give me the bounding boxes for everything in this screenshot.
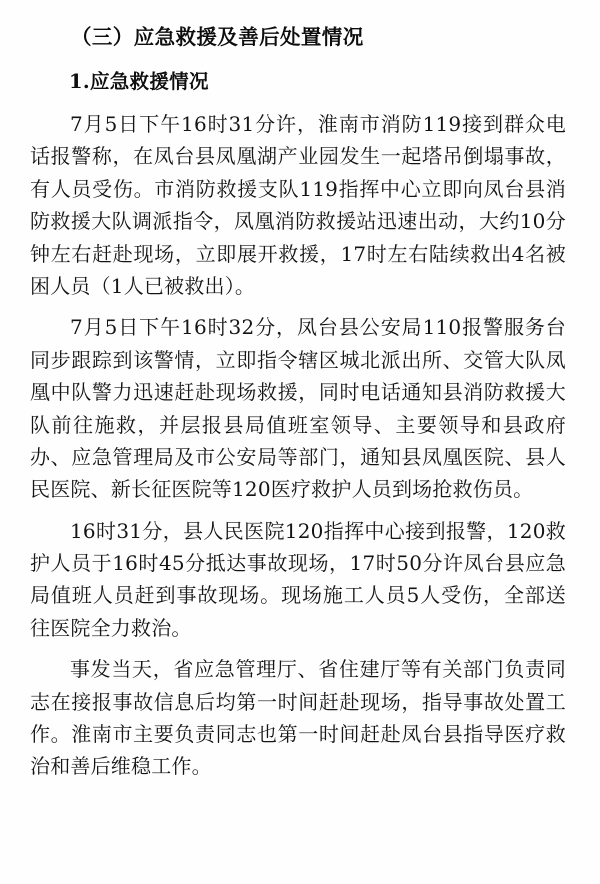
body-paragraph-1: 7月5日下午16时31分许，淮南市消防119接到群众电话报警称，在凤台县凤凰湖产业园发生一起塔吊倒塌事故，有人员受伤。市消防救援支队119指挥中心立即向凤台县消防救援大队调派指令，凤凰消防救援站迅速出动，大约10分钟左右赶赴现场，立即展开救援，17时左右陆续救出4名被困人员（1人已被救出）。 [30, 112, 566, 298]
subsection-heading: 1.应急救援情况 [69, 69, 209, 93]
body-paragraph-4: 事发当天，省应急管理厅、省住建厅等有关部门负责同志在接报事故信息后均第一时间赶赴现场，指导事故处置工作。淮南市主要负责同志也第一时间赶赴凤台县指导医疗救治和善后维稳工作。 [30, 657, 566, 779]
body-paragraph-2: 7月5日下午16时32分，凤台县公安局110报警服务台同步跟踪到该警情，立即指令辖区城北派出所、交管大队凤凰中队警力迅速赶赴现场救援，同时电话通知县消防救援大队前往施救，并层报县局值班室领导、主要领导和县政府办、应急管理局及市公安局等部门，通知县凤凰医院、县人民医院、新长征医院等120医疗救护人员到场抢救伤员。 [30, 315, 566, 502]
section-heading: （三）应急救援及善后处置情况 [71, 25, 364, 49]
body-paragraph-3: 16时31分，县人民医院120指挥中心接到报警，120救护人员于16时45分抵达事故现场，17时50分许凤台县应急局值班人员赶到事故现场。现场施工人员5人受伤，全部送往医院全力救治。 [30, 518, 566, 640]
